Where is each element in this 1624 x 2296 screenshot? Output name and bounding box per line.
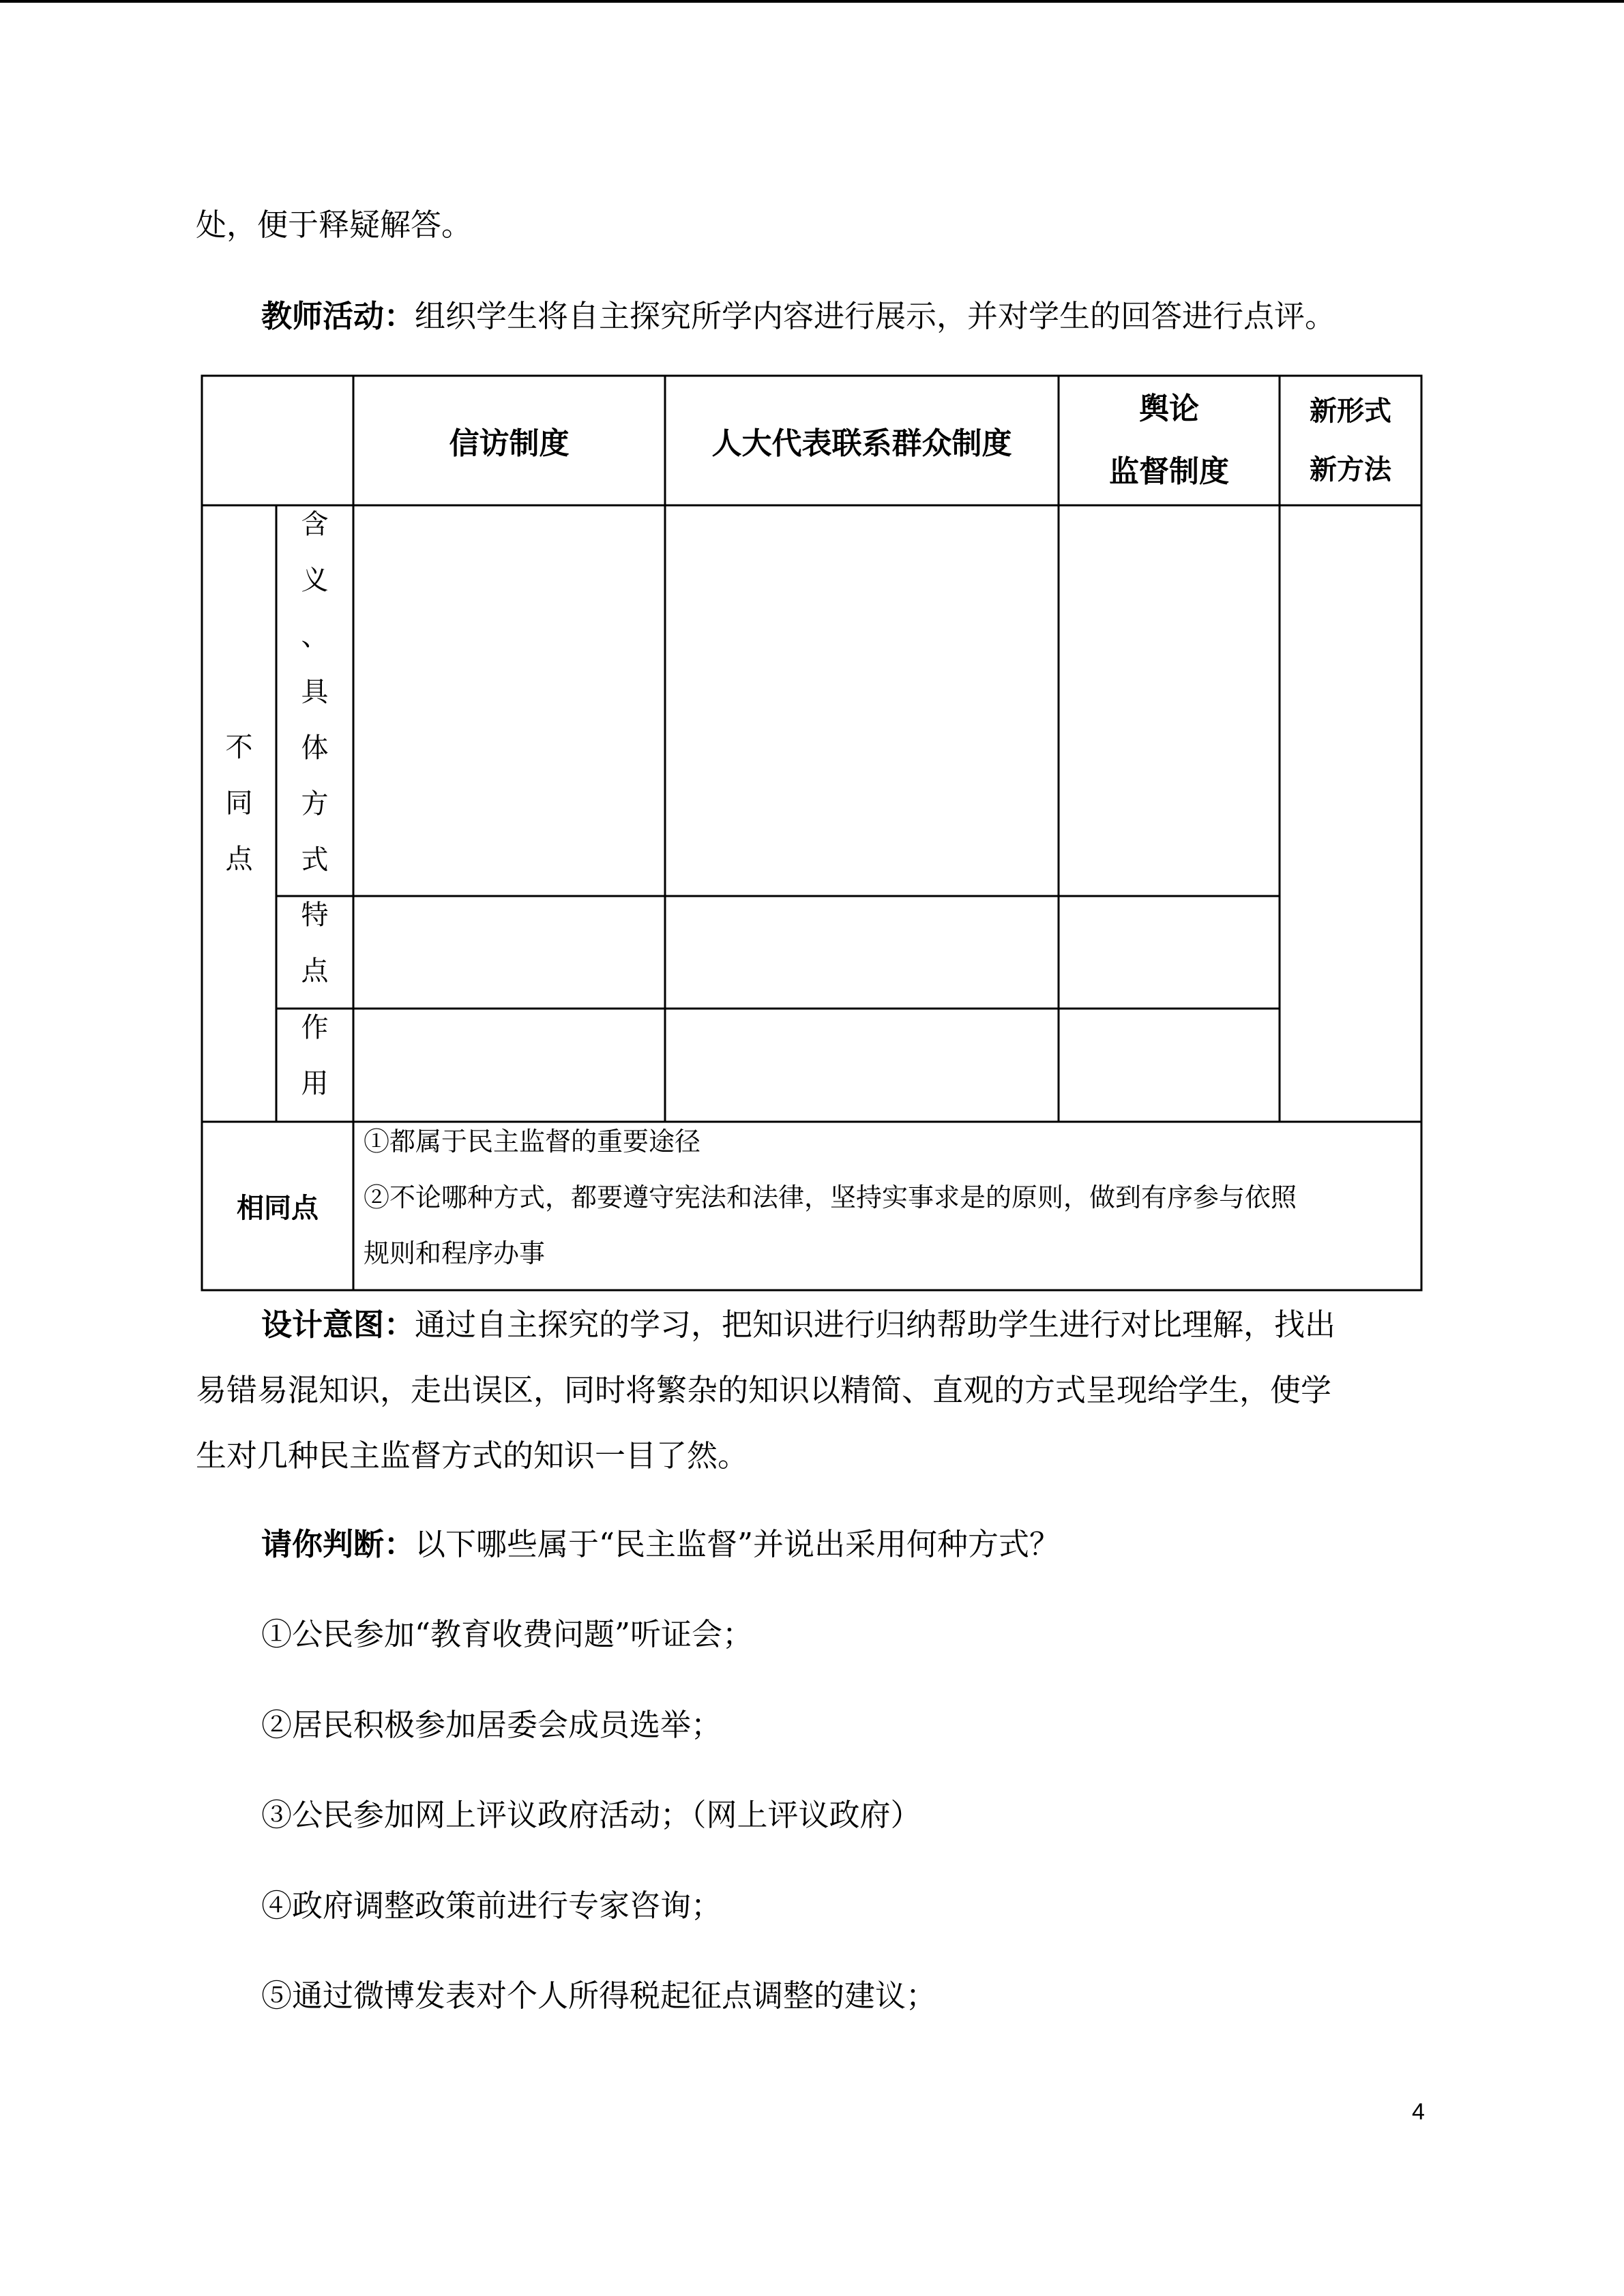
differences-char: 同 bbox=[225, 788, 253, 819]
judge-item-2: ②居民积极参加居委会成员选举； bbox=[261, 1707, 722, 1743]
judge-label: 请你判断： bbox=[261, 1526, 415, 1562]
similarity-item-1: ①都属于民主监督的重要途径 bbox=[364, 1127, 701, 1157]
row-label-char: 点 bbox=[301, 955, 329, 987]
design-intent-line3: 生对几种民主监督方式的知识一目了然。 bbox=[196, 1437, 749, 1474]
judge-question bbox=[261, 1512, 1430, 1577]
row-label-char: 用 bbox=[301, 1068, 329, 1099]
judge-item-1: ①公民参加“教育收费问题”听证会； bbox=[261, 1616, 754, 1652]
similarities-label: 相同点 bbox=[237, 1192, 319, 1224]
row-label-char: 方 bbox=[301, 788, 329, 820]
judge-question-text: 以下哪些属于“民主监督”并说出采用何种方式？ bbox=[415, 1526, 1061, 1562]
design-intent-text: 通过自主探究的学习，把知识进行归纳帮助学生进行对比理解，找出 bbox=[415, 1307, 1336, 1343]
design-intent-line2: 易错易混知识，走出误区，同时将繁杂的知识以精简、直观的方式呈现给学生，使学 bbox=[196, 1372, 1332, 1408]
row-label-char: 式 bbox=[301, 844, 329, 876]
row-label-char: 特 bbox=[301, 899, 329, 931]
judge-item-4: ④政府调整政策前进行专家咨询； bbox=[261, 1888, 722, 1924]
row-label-char: 、 bbox=[301, 621, 329, 652]
row-label-effect bbox=[276, 1000, 353, 1112]
header-public-opinion-line1: 舆论 bbox=[1139, 391, 1199, 426]
row-label-feature bbox=[276, 887, 353, 999]
differences-char: 点 bbox=[225, 844, 253, 875]
intro-line: 处，便于释疑解答。 bbox=[196, 207, 473, 243]
header-new-forms-line1: 新形式 bbox=[1310, 395, 1391, 427]
header-public-opinion bbox=[1059, 376, 1280, 505]
header-public-opinion-line2: 监督制度 bbox=[1109, 454, 1229, 489]
differences-char: 不 bbox=[225, 732, 253, 763]
header-new-forms-line2: 新方法 bbox=[1310, 453, 1391, 486]
judge-item-3: ③公民参加网上评议政府活动；（网上评议政府） bbox=[261, 1797, 921, 1833]
page-number: 4 bbox=[1412, 2099, 1425, 2125]
design-intent-label: 设计意图： bbox=[261, 1307, 415, 1343]
teacher-activity-text: 组织学生将自主探究所学内容进行展示，并对学生的回答进行点评。 bbox=[415, 298, 1336, 334]
row-label-char: 体 bbox=[301, 732, 329, 764]
design-intent-line1 bbox=[261, 1292, 1430, 1358]
similarity-item-2-cont: 规则和程序办事 bbox=[364, 1238, 546, 1268]
row-label-meaning bbox=[276, 496, 353, 888]
header-new-forms bbox=[1280, 376, 1421, 505]
row-label-char: 含 bbox=[301, 509, 329, 540]
header-petition-system: 信访制度 bbox=[449, 426, 570, 461]
row-label-char: 具 bbox=[301, 676, 329, 708]
row-label-char: 作 bbox=[301, 1012, 329, 1043]
row-label-char: 义 bbox=[301, 565, 329, 596]
header-npc-deputy-system: 人大代表联系群众制度 bbox=[711, 426, 1012, 461]
differences-label bbox=[202, 719, 276, 887]
teacher-activity-label: 教师活动： bbox=[261, 298, 415, 334]
judge-item-5: ⑤通过微博发表对个人所得税起征点调整的建议； bbox=[261, 1978, 937, 2014]
similarity-item-2: ②不论哪种方式，都要遵守宪法和法律，坚持实事求是的原则，做到有序参与依照 bbox=[364, 1182, 1297, 1212]
